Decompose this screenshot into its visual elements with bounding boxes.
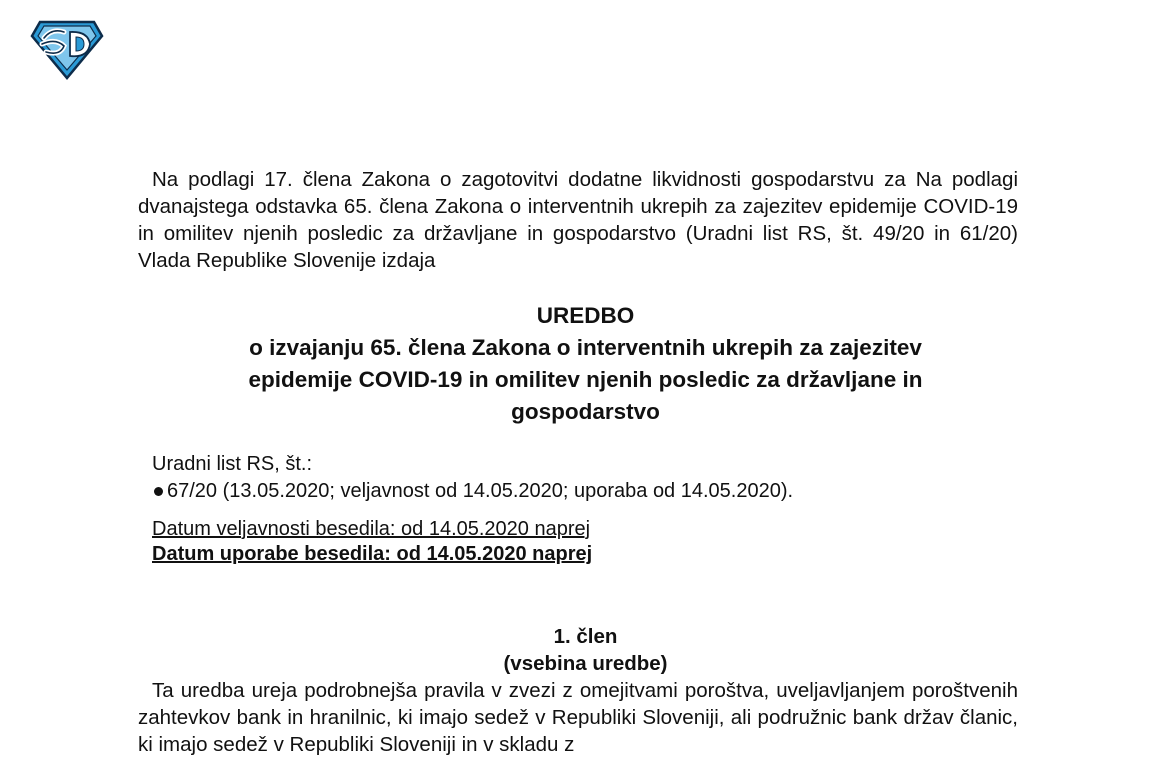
validity-block (152, 517, 592, 567)
validity-date: Datum veljavnosti besedila: od 14.05.2020 naprej (152, 518, 591, 540)
application-date: Datum uporabe besedila: od 14.05.2020 naprej (152, 543, 593, 565)
gazette-label: Uradni list RS, št.: (152, 453, 313, 475)
title-heading: UREDBO (536, 303, 635, 328)
gazette-entry: 67/20 (13.05.2020; veljavnost od 14.05.2020; uporaba od 14.05.2020). (167, 480, 794, 502)
article-number: 1. člen (553, 625, 618, 648)
document-title (138, 300, 1033, 428)
title-line-2: epidemije COVID-19 in omilitev njenih posledic za državljane in (248, 367, 923, 392)
title-line-3: gospodarstvo (511, 399, 660, 424)
article-subtitle: (vsebina uredbe) (503, 652, 668, 675)
sd-diamond-logo-icon (30, 18, 104, 80)
article-1-heading (138, 623, 1033, 677)
bullet-icon (154, 487, 163, 496)
intro-paragraph: Na podlagi 17. člena Zakona o zagotovitvi dodatne likvidnosti gospodarstvu za Na podlagi dvanajstega odstavka 65. člena Zakona o interventnih ukrepih za zajezitev epidemije COVID-19 in omilitev njenih posledic za državljane in gospodarstvo (Uradni list RS, št. 49/20 in 61/20) Vlada Republike Slovenije izdaja (138, 168, 1018, 272)
article-1-text: Ta uredba ureja podrobnejša pravila v zvezi z omejitvami poroštva, uveljavljanjem poroštvenih zahtevkov bank in hranilnic, ki imajo sedež v Republiki Sloveniji, ali podružnic bank držav članic, ki imajo sedež v Republiki Sloveniji in v skladu z (138, 679, 1018, 756)
title-line-1: o izvajanju 65. člena Zakona o interventnih ukrepih za zajezitev (249, 335, 922, 360)
gazette-entry-row (152, 478, 793, 505)
gazette-info (152, 451, 793, 505)
